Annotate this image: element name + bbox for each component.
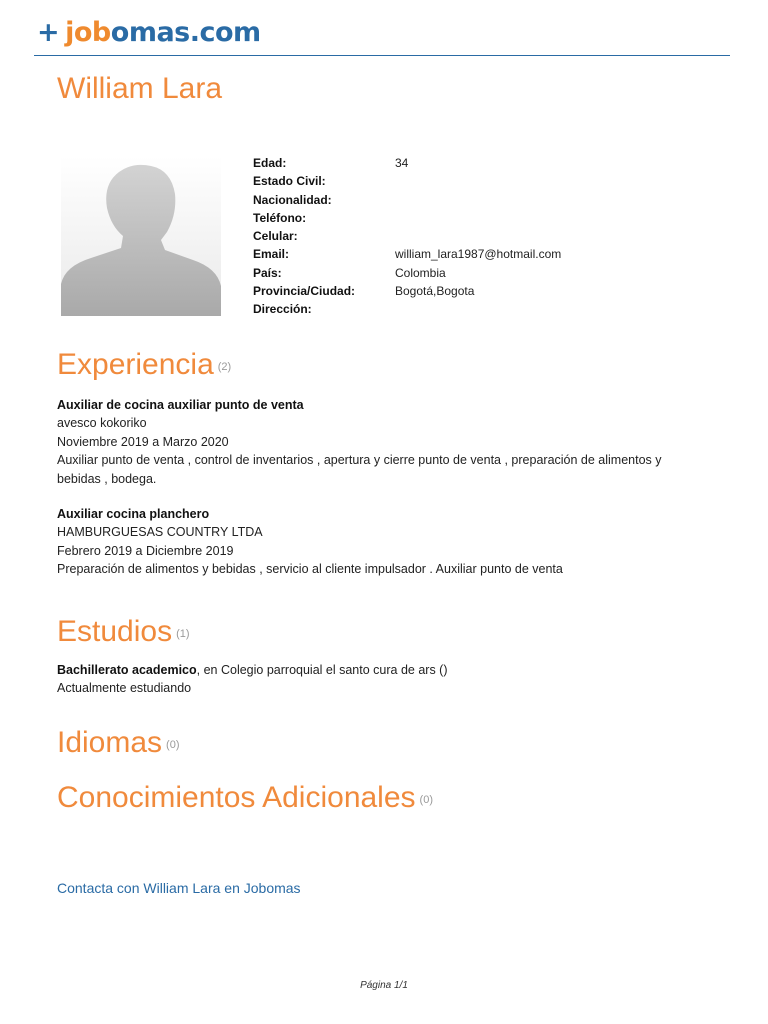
logo-part-job: job: [65, 17, 111, 48]
studies-line: [57, 661, 677, 679]
experience-description: Preparación de alimentos y bebidas , servicio al cliente impulsador . Auxiliar punto de venta: [57, 562, 563, 577]
studies-institution: , en Colegio parroquial el santo cura de ars (): [196, 663, 448, 677]
languages-count: (0): [166, 739, 180, 751]
info-label: Celular:: [253, 229, 298, 244]
experience-company: avesco kokoriko: [57, 416, 147, 431]
candidate-name: William Lara: [57, 72, 223, 105]
info-row-nationality: [253, 193, 673, 211]
experience-heading: [57, 347, 231, 385]
experience-dates: Noviembre 2019 a Marzo 2020: [57, 434, 229, 449]
languages-title: Idiomas: [57, 726, 163, 759]
languages-heading: [57, 725, 180, 763]
info-label: País:: [253, 265, 282, 280]
experience-entry: [57, 505, 677, 579]
info-row-age: [253, 156, 673, 174]
info-label: Dirección:: [253, 302, 312, 317]
info-row-marital-status: [253, 174, 673, 192]
experience-company: HAMBURGUESAS COUNTRY LTDA: [57, 525, 263, 540]
experience-role: Auxiliar cocina planchero: [57, 507, 210, 521]
knowledge-heading: [57, 780, 433, 818]
studies-degree: Bachillerato academico: [57, 663, 197, 677]
info-label: Email:: [253, 247, 290, 262]
info-label: Provincia/Ciudad:: [253, 284, 356, 299]
experience-title: Experiencia: [57, 348, 214, 381]
info-row-country: [253, 266, 673, 284]
contact-candidate-link[interactable]: Contacta con William Lara en Jobomas: [57, 880, 301, 896]
info-label: Edad:: [253, 156, 287, 170]
info-value: 34: [395, 156, 409, 170]
logo-plus-sign: +: [37, 17, 60, 48]
studies-status: Actualmente estudiando: [57, 681, 192, 696]
header-divider: [34, 55, 730, 56]
jobomas-logo: [37, 16, 261, 50]
studies-title: Estudios: [57, 615, 173, 648]
info-row-phone: [253, 211, 673, 229]
personal-info-table: [253, 156, 673, 321]
info-label: Estado Civil:: [253, 174, 326, 189]
experience-count: (2): [217, 361, 232, 373]
info-row-mobile: [253, 229, 673, 247]
info-value: william_lara1987@hotmail.com: [395, 247, 562, 262]
info-row-address: [253, 302, 673, 320]
experience-entry: [57, 396, 677, 488]
studies-entry: [57, 661, 677, 698]
info-value: Bogotá,Bogota: [395, 284, 475, 299]
studies-heading: [57, 614, 190, 652]
experience-role: Auxiliar de cocina auxiliar punto de venta: [57, 398, 304, 412]
experience-description: Auxiliar punto de venta , control de inventarios , apertura y cierre punto de venta , preparación de alimentos y bebidas , bodega.: [57, 453, 662, 486]
info-value: Colombia: [395, 265, 446, 280]
info-label: Teléfono:: [253, 210, 307, 225]
logo-part-omas: omas.com: [110, 17, 261, 48]
profile-placeholder-avatar: [61, 156, 221, 316]
info-row-province-city: [253, 284, 673, 302]
knowledge-count: (0): [419, 794, 433, 806]
page-number: Página 1/1: [360, 980, 408, 991]
info-label: Nacionalidad:: [253, 192, 332, 207]
experience-dates: Febrero 2019 a Diciembre 2019: [57, 543, 234, 558]
studies-count: (1): [176, 628, 190, 640]
info-row-email: [253, 247, 673, 265]
knowledge-title: Conocimientos Adicionales: [57, 781, 416, 814]
